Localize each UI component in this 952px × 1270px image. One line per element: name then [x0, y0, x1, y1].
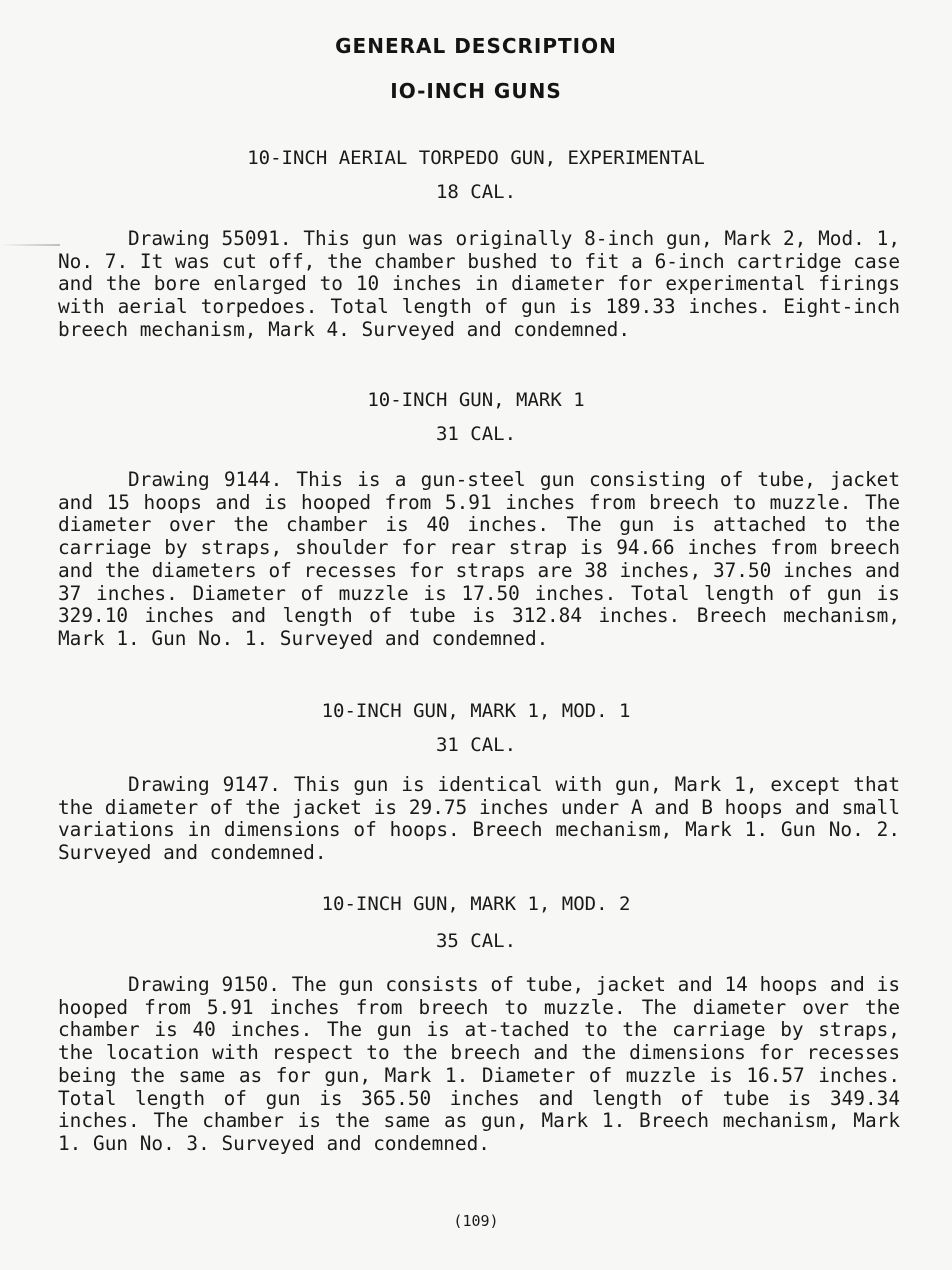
section-title-gun-mark-1: 10-INCH GUN, MARK 1 [367, 389, 585, 411]
document-subheading: IO-INCH GUNS [390, 79, 562, 103]
document-heading: GENERAL DESCRIPTION [335, 34, 617, 58]
page-number: (109) [453, 1212, 499, 1230]
section-body-gun-mark-1-mod-2: Drawing 9150. The gun consists of tube, jacket and 14 hoops and is hooped from 5.91 inches from breech to muzzle. The diameter over the chamber is 40 inches. The gun is at-tached to the carriage by straps, the location with respect to the breech and the dimensions for recesses being the same as for gun, Mark 1. Diameter of muzzle is 16.57 inches. Total length of gun is 365.50 inches and length of tube is 349.34 inches. The chamber is the same as gun, Mark 1. Breech mechanism, Mark 1. Gun No. 3. Surveyed and condemned. [58, 973, 900, 1155]
margin-scan-mark [0, 244, 60, 246]
section-title-gun-mark-1-mod-2: 10-INCH GUN, MARK 1, MOD. 2 [321, 893, 631, 915]
section-caliber-gun-mark-1: 31 CAL. [435, 423, 517, 445]
section-caliber-gun-mark-1-mod-1: 31 CAL. [435, 734, 517, 756]
section-caliber-aerial-torpedo-gun: 18 CAL. [435, 181, 517, 203]
section-title-aerial-torpedo-gun: 10-INCH AERIAL TORPEDO GUN, EXPERIMENTAL [247, 147, 705, 169]
section-body-gun-mark-1-mod-1: Drawing 9147. This gun is identical with gun, Mark 1, except that the diameter of the jacket is 29.75 inches under A and B hoops and small variations in dimensions of hoops. Breech mechanism, Mark 1. Gun No. 2. Surveyed and condemned. [58, 773, 900, 865]
section-body-gun-mark-1: Drawing 9144. This is a gun-steel gun consisting of tube, jacket and 15 hoops and is hooped from 5.91 inches from breech to muzzle. The diameter over the chamber is 40 inches. The gun is attached to the carriage by straps, shoulder for rear strap is 94.66 inches from breech and the diameters of recesses for straps are 38 inches, 37.50 inches and 37 inches. Diameter of muzzle is 17.50 inches. Total length of gun is 329.10 inches and length of tube is 312.84 inches. Breech mechanism, Mark 1. Gun No. 1. Surveyed and condemned. [58, 468, 900, 650]
section-caliber-gun-mark-1-mod-2: 35 CAL. [435, 930, 517, 952]
section-title-gun-mark-1-mod-1: 10-INCH GUN, MARK 1, MOD. 1 [321, 700, 631, 722]
section-body-aerial-torpedo-gun: Drawing 55091. This gun was originally 8-inch gun, Mark 2, Mod. 1, No. 7. It was cut off, the chamber bushed to fit a 6-inch cartridge case and the bore enlarged to 10 inches in diameter for experimental firings with aerial torpedoes. Total length of gun is 189.33 inches. Eight-inch breech mechanism, Mark 4. Surveyed and condemned. [58, 227, 900, 341]
